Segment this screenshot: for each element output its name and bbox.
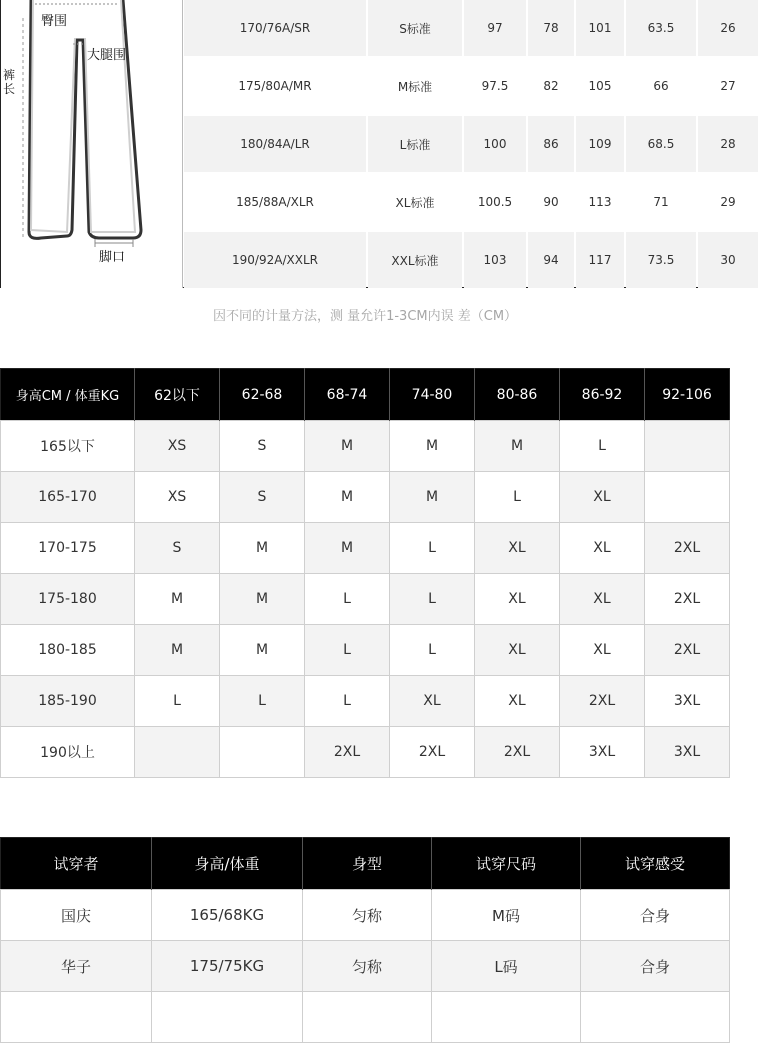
size-cell: L bbox=[305, 625, 390, 676]
size-cell: M bbox=[220, 523, 305, 574]
spec-cell: 97.5 bbox=[464, 58, 526, 114]
fitting-cell: 匀称 bbox=[303, 941, 432, 992]
table-row bbox=[1, 676, 730, 727]
size-cell: 3XL bbox=[560, 727, 645, 778]
size-cell: M bbox=[390, 421, 475, 472]
spec-cell: M标准 bbox=[368, 58, 462, 114]
size-header-cell: 68-74 bbox=[305, 369, 390, 421]
hip-label: 臀围 bbox=[41, 14, 68, 29]
spec-cell: XXL标准 bbox=[368, 232, 462, 288]
size-cell bbox=[220, 727, 305, 778]
measurement-note: 因不同的计量方法，测 量允许1-3CM内误 差（CM） bbox=[212, 309, 518, 324]
table-row bbox=[1, 890, 730, 941]
spec-cell: 175/80A/MR bbox=[184, 58, 366, 114]
hem-label: 脚口 bbox=[99, 250, 126, 265]
table-row bbox=[1, 523, 730, 574]
table-row bbox=[1, 941, 730, 992]
fitting-cell bbox=[152, 992, 303, 1043]
spec-cell: 170/76A/SR bbox=[184, 0, 366, 56]
spec-cell: 185/88A/XLR bbox=[184, 174, 366, 230]
size-cell: 2XL bbox=[305, 727, 390, 778]
size-cell: S bbox=[135, 523, 220, 574]
height-range-cell: 190以上 bbox=[1, 727, 135, 778]
size-cell: M bbox=[135, 625, 220, 676]
size-cell bbox=[645, 421, 730, 472]
size-cell: M bbox=[220, 574, 305, 625]
size-cell: S bbox=[220, 472, 305, 523]
fitting-cell: 合身 bbox=[581, 890, 730, 941]
fitting-cell bbox=[432, 992, 581, 1043]
spec-cell: 30 bbox=[698, 232, 758, 288]
size-cell: XL bbox=[475, 574, 560, 625]
fitting-header-cell: 身型 bbox=[303, 838, 432, 890]
height-range-cell: 165-170 bbox=[1, 472, 135, 523]
fitting-header-cell: 试穿者 bbox=[1, 838, 152, 890]
spec-cell: 82 bbox=[528, 58, 574, 114]
height-range-cell: 185-190 bbox=[1, 676, 135, 727]
spec-cell: 68.5 bbox=[626, 116, 696, 172]
table-row bbox=[1, 472, 730, 523]
spec-cell: 29 bbox=[698, 174, 758, 230]
height-range-cell: 175-180 bbox=[1, 574, 135, 625]
size-header-cell: 92-106 bbox=[645, 369, 730, 421]
spec-cell: 94 bbox=[528, 232, 574, 288]
fitting-table-header bbox=[1, 838, 730, 890]
length-label: 裤长 bbox=[3, 68, 16, 96]
size-cell: XL bbox=[560, 574, 645, 625]
spec-cell: 117 bbox=[576, 232, 624, 288]
spec-cell: 66 bbox=[626, 58, 696, 114]
fitting-cell bbox=[581, 992, 730, 1043]
height-range-cell: 165以下 bbox=[1, 421, 135, 472]
size-cell: XS bbox=[135, 421, 220, 472]
size-cell: 2XL bbox=[645, 574, 730, 625]
spec-cell: 113 bbox=[576, 174, 624, 230]
size-cell: XL bbox=[475, 625, 560, 676]
size-cell: 2XL bbox=[645, 625, 730, 676]
table-row bbox=[1, 625, 730, 676]
spec-cell: 180/84A/LR bbox=[184, 116, 366, 172]
size-cell: L bbox=[305, 574, 390, 625]
size-cell: L bbox=[220, 676, 305, 727]
fitting-cell bbox=[303, 992, 432, 1043]
fitting-cell: 175/75KG bbox=[152, 941, 303, 992]
size-header-cell: 62-68 bbox=[220, 369, 305, 421]
fitting-cell: 国庆 bbox=[1, 890, 152, 941]
spec-cell: 97 bbox=[464, 0, 526, 56]
spec-table bbox=[184, 0, 760, 290]
fitting-cell: 165/68KG bbox=[152, 890, 303, 941]
spec-cell: 90 bbox=[528, 174, 574, 230]
size-cell bbox=[135, 727, 220, 778]
size-cell: XL bbox=[560, 523, 645, 574]
height-range-cell: 180-185 bbox=[1, 625, 135, 676]
fitting-cell: 华子 bbox=[1, 941, 152, 992]
size-cell: L bbox=[390, 625, 475, 676]
table-row bbox=[1, 727, 730, 778]
spec-cell: 26 bbox=[698, 0, 758, 56]
spec-cell: 71 bbox=[626, 174, 696, 230]
spec-row bbox=[184, 116, 760, 174]
size-header-cell: 86-92 bbox=[560, 369, 645, 421]
spec-row bbox=[184, 0, 760, 58]
spec-cell: 100.5 bbox=[464, 174, 526, 230]
table-row bbox=[1, 421, 730, 472]
size-cell: S bbox=[220, 421, 305, 472]
spec-row bbox=[184, 58, 760, 116]
spec-cell: 103 bbox=[464, 232, 526, 288]
spec-cell: 101 bbox=[576, 0, 624, 56]
size-cell bbox=[645, 472, 730, 523]
size-cell: XL bbox=[390, 676, 475, 727]
fitting-cell: L码 bbox=[432, 941, 581, 992]
size-cell: XL bbox=[560, 625, 645, 676]
size-cell: M bbox=[305, 472, 390, 523]
spec-cell: 27 bbox=[698, 58, 758, 114]
spec-cell: XL标准 bbox=[368, 174, 462, 230]
size-cell: XL bbox=[475, 676, 560, 727]
size-cell: L bbox=[560, 421, 645, 472]
spec-cell: 190/92A/XXLR bbox=[184, 232, 366, 288]
size-cell: M bbox=[305, 421, 390, 472]
spec-cell: 28 bbox=[698, 116, 758, 172]
spec-cell: 100 bbox=[464, 116, 526, 172]
size-cell: XL bbox=[560, 472, 645, 523]
size-header-cell: 74-80 bbox=[390, 369, 475, 421]
size-header-cell: 62以下 bbox=[135, 369, 220, 421]
size-table-header bbox=[1, 369, 730, 421]
height-range-cell: 170-175 bbox=[1, 523, 135, 574]
spec-cell: 105 bbox=[576, 58, 624, 114]
fitting-header-cell: 身高/体重 bbox=[152, 838, 303, 890]
size-cell: L bbox=[305, 676, 390, 727]
size-cell: 3XL bbox=[645, 727, 730, 778]
size-cell: 2XL bbox=[560, 676, 645, 727]
size-cell: L bbox=[475, 472, 560, 523]
size-cell: 2XL bbox=[390, 727, 475, 778]
size-cell: 2XL bbox=[475, 727, 560, 778]
size-cell: M bbox=[220, 625, 305, 676]
thigh-label: 大腿围 bbox=[87, 48, 127, 63]
size-cell: L bbox=[390, 574, 475, 625]
size-header-cell: 80-86 bbox=[475, 369, 560, 421]
table-row bbox=[1, 574, 730, 625]
spec-section bbox=[0, 0, 736, 288]
spec-row bbox=[184, 174, 760, 232]
spec-cell: 78 bbox=[528, 0, 574, 56]
size-header-cell: 身高CM / 体重KG bbox=[1, 369, 135, 421]
size-recommendation-table bbox=[0, 368, 730, 778]
spec-cell: 63.5 bbox=[626, 0, 696, 56]
table-row bbox=[1, 992, 730, 1043]
fitting-cell: 合身 bbox=[581, 941, 730, 992]
fitting-cell bbox=[1, 992, 152, 1043]
size-cell: L bbox=[135, 676, 220, 727]
spec-cell: 86 bbox=[528, 116, 574, 172]
size-cell: L bbox=[390, 523, 475, 574]
size-cell: M bbox=[135, 574, 220, 625]
fitting-cell: 匀称 bbox=[303, 890, 432, 941]
spec-cell: S标准 bbox=[368, 0, 462, 56]
spec-cell: 73.5 bbox=[626, 232, 696, 288]
fitting-cell: M码 bbox=[432, 890, 581, 941]
pants-measurement-figure bbox=[1, 0, 183, 288]
spec-cell: 109 bbox=[576, 116, 624, 172]
size-cell: XL bbox=[475, 523, 560, 574]
spec-row bbox=[184, 232, 760, 290]
size-cell: XS bbox=[135, 472, 220, 523]
fitting-report-table bbox=[0, 837, 730, 1043]
size-cell: 3XL bbox=[645, 676, 730, 727]
size-cell: M bbox=[305, 523, 390, 574]
spec-cell: L标准 bbox=[368, 116, 462, 172]
fitting-header-cell: 试穿感受 bbox=[581, 838, 730, 890]
size-cell: M bbox=[390, 472, 475, 523]
size-cell: 2XL bbox=[645, 523, 730, 574]
size-cell: M bbox=[475, 421, 560, 472]
fitting-header-cell: 试穿尺码 bbox=[432, 838, 581, 890]
